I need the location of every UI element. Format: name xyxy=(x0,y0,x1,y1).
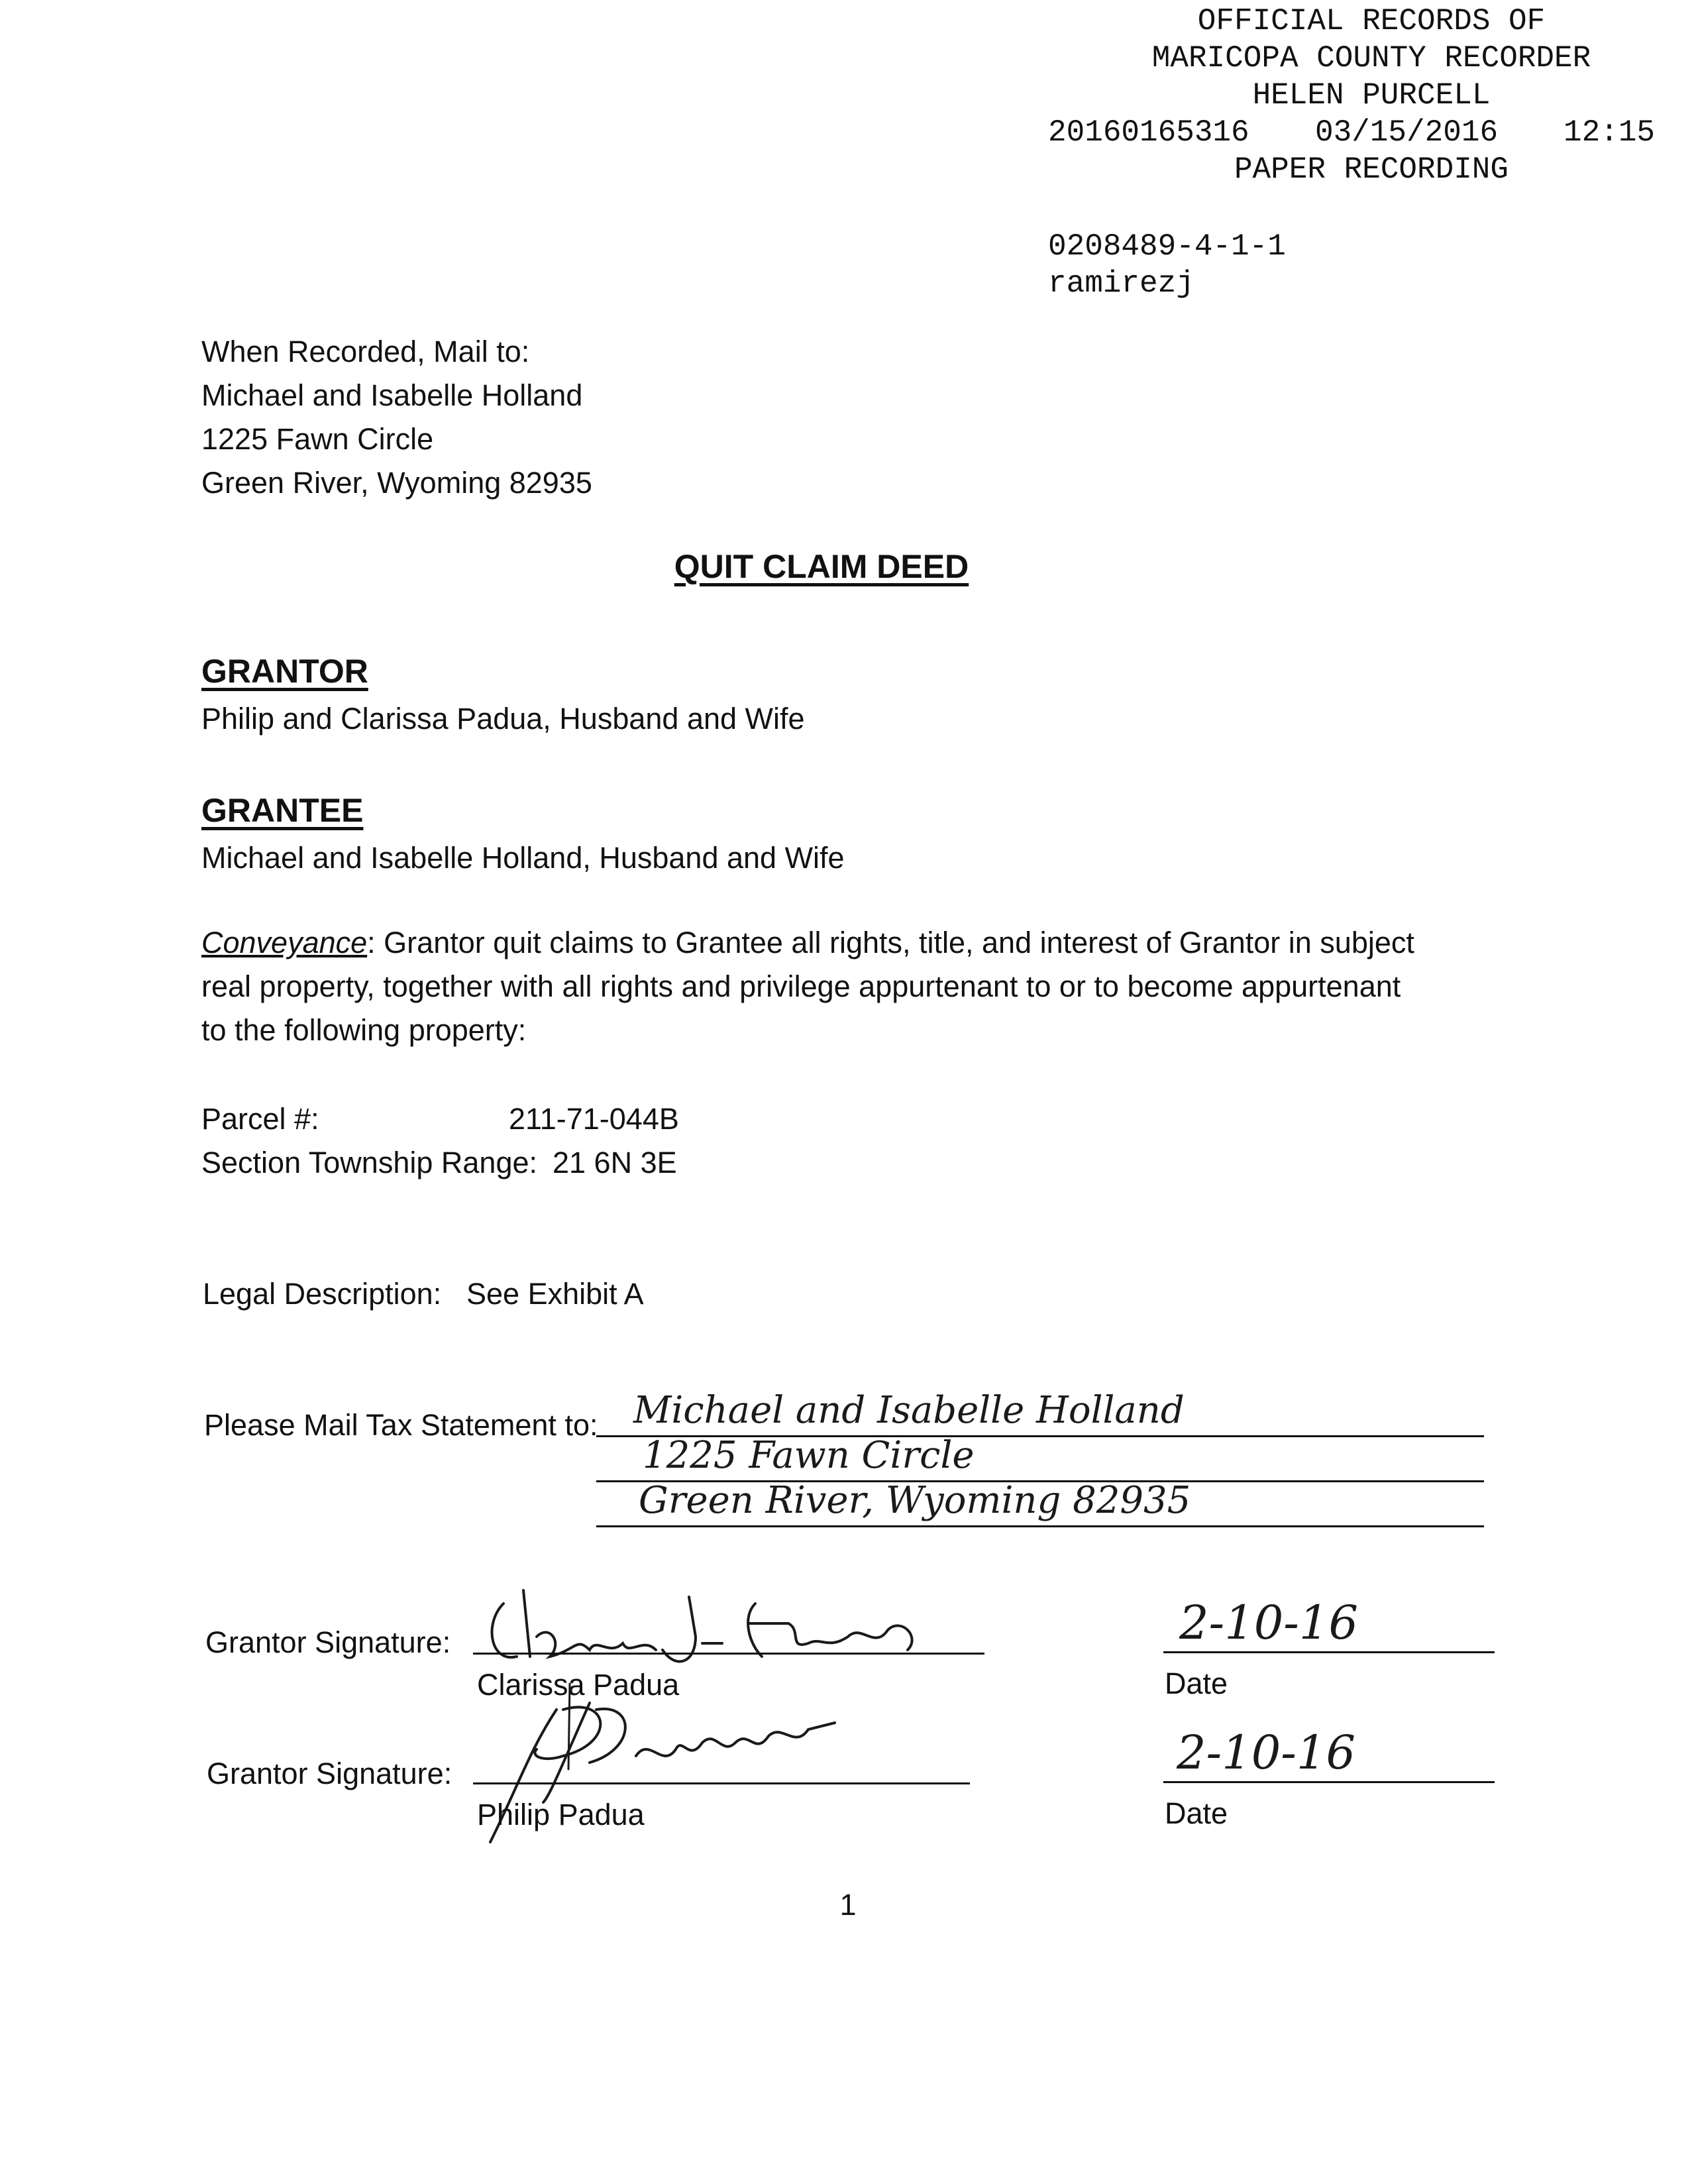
tax-handwritten-line2: 1225 Fawn Circle xyxy=(643,1434,975,1477)
conveyance-line2: real property, together with all rights and privilege appurtenant to or to become appurtenant xyxy=(201,969,1401,1003)
date-label-2: Date xyxy=(1165,1796,1228,1830)
signer-name-2: Philip Padua xyxy=(477,1798,645,1831)
tax-handwritten-line3: Green River, Wyoming 82935 xyxy=(639,1479,1191,1522)
mail-to-heading: When Recorded, Mail to: xyxy=(201,335,530,368)
clarissa-signature-drawing xyxy=(477,1577,954,1676)
grantee-heading: GRANTEE xyxy=(201,792,364,829)
clarissa-signature xyxy=(477,1577,954,1676)
str-value: 21 6N 3E xyxy=(553,1146,677,1179)
recorder-stamp-line5: PAPER RECORDING xyxy=(1234,152,1509,187)
recorder-batch: 0208489-4-1-1 xyxy=(1048,229,1286,264)
tax-line-3-rule xyxy=(596,1525,1484,1527)
date-line-1 xyxy=(1163,1651,1495,1653)
document-title: QUIT CLAIM DEED xyxy=(674,548,969,585)
conveyance-line3: to the following property: xyxy=(201,1013,527,1047)
mail-to-street: 1225 Fawn Circle xyxy=(201,422,434,456)
recorder-date: 03/15/2016 xyxy=(1315,115,1499,150)
signer-name-1: Clarissa Padua xyxy=(477,1668,680,1702)
recorder-clerk: ramirezj xyxy=(1048,266,1194,301)
recorder-stamp-line2: MARICOPA COUNTY RECORDER xyxy=(1151,41,1591,76)
conveyance-text-1: : Grantor quit claims to Grantee all rights, title, and interest of Grantor in subject xyxy=(367,926,1414,959)
mail-to-name: Michael and Isabelle Holland xyxy=(201,378,583,412)
signature-date-2: 2-10-16 xyxy=(1177,1725,1355,1780)
grantee-value: Michael and Isabelle Holland, Husband and Wife xyxy=(201,841,845,875)
signature-date-1: 2-10-16 xyxy=(1179,1596,1358,1650)
grantor-heading: GRANTOR xyxy=(201,653,368,690)
date-label-1: Date xyxy=(1165,1666,1228,1700)
tax-handwritten-line1: Michael and Isabelle Holland xyxy=(633,1389,1185,1432)
grantor-signature-label-1: Grantor Signature: xyxy=(205,1625,451,1659)
conveyance-paragraph xyxy=(201,921,1526,1052)
tax-statement-label: Please Mail Tax Statement to: xyxy=(204,1408,598,1442)
signature-line-2 xyxy=(473,1782,970,1784)
parcel-label: Parcel #: xyxy=(201,1102,319,1136)
legal-label: Legal Description: xyxy=(203,1277,442,1311)
recorder-fee-number: 20160165316 xyxy=(1048,115,1249,150)
str-label: Section Township Range: xyxy=(201,1146,537,1179)
mail-to-city: Green River, Wyoming 82935 xyxy=(201,466,592,500)
conveyance-line1 xyxy=(201,921,1526,965)
parcel-value: 211-71-044B xyxy=(509,1102,679,1136)
grantor-value: Philip and Clarissa Padua, Husband and Wife xyxy=(201,702,805,736)
recorder-stamp-line1: OFFICIAL RECORDS OF xyxy=(1197,4,1546,38)
recorder-time: 12:15 xyxy=(1564,115,1656,150)
page-number: 1 xyxy=(839,1888,857,1922)
grantor-signature-label-2: Grantor Signature: xyxy=(207,1757,452,1790)
signature-line-1 xyxy=(473,1653,984,1655)
legal-value: See Exhibit A xyxy=(466,1277,644,1311)
conveyance-label: Conveyance xyxy=(201,926,368,959)
date-line-2 xyxy=(1163,1781,1495,1783)
recorder-stamp-line3: HELEN PURCELL xyxy=(1252,78,1491,113)
